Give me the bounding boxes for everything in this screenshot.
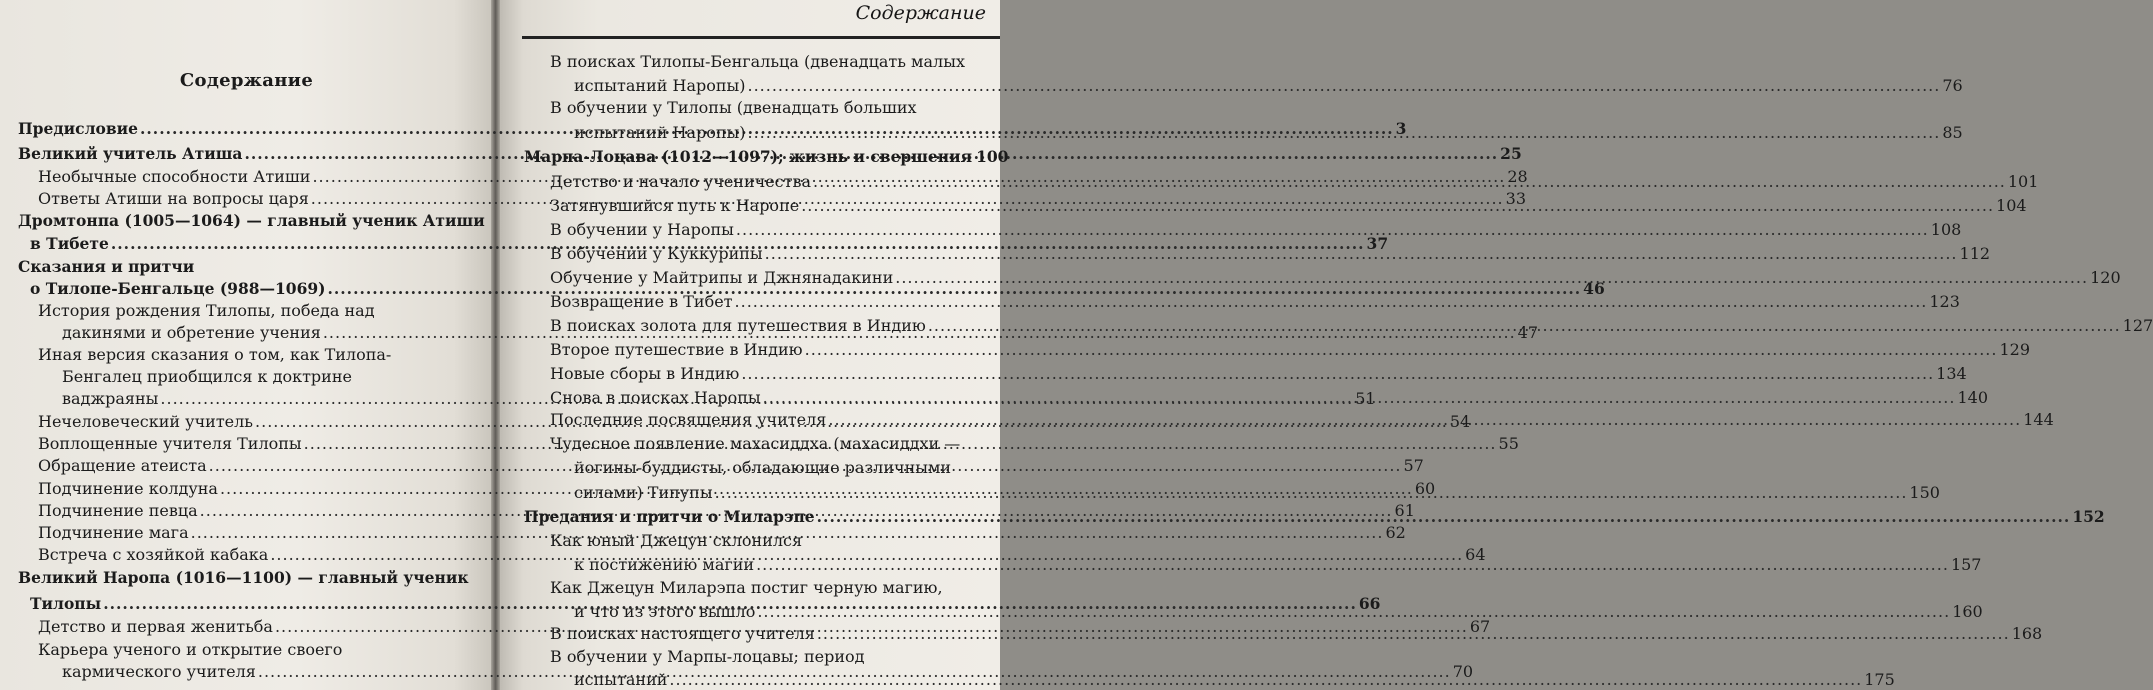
toc-entry-page: 144 xyxy=(2023,410,2054,429)
toc-entry-title: Обращение атеиста xyxy=(38,456,207,475)
toc-entry-page: 66 xyxy=(1358,594,1381,613)
toc-entry-page: 140 xyxy=(1957,388,1988,407)
dot-leader xyxy=(763,388,1956,407)
dot-leader xyxy=(895,268,2088,287)
dot-leader xyxy=(756,555,1949,574)
toc-entry-page: 127 xyxy=(2122,316,2153,335)
dot-leader xyxy=(801,196,1994,215)
toc-entry-title: Детство и первая женитьба xyxy=(38,617,273,636)
dot-leader xyxy=(813,172,2006,191)
toc-entry-page: 120 xyxy=(2090,268,2121,287)
toc-heading: Содержание xyxy=(179,70,314,91)
toc-entry-continuation: ваджраяны xyxy=(62,389,159,408)
toc-entry-page: 47 xyxy=(1517,323,1539,342)
toc-entry-title: Необычные способности Атиши xyxy=(38,167,311,186)
toc-entry-continuation: испытаний Наропы) xyxy=(574,123,746,142)
toc-entry-page: 64 xyxy=(1465,545,1486,564)
toc-entry-title: Как Джецун Миларэпа постиг черную магию, xyxy=(550,578,943,597)
book-spine xyxy=(491,0,500,690)
toc-entry-title: Марпа-Лоцава (1012—1097); жизнь и свершения xyxy=(524,147,973,166)
toc-entry-page: 62 xyxy=(1385,523,1406,542)
toc-entry-title: Детство и начало ученичества xyxy=(550,172,812,191)
dot-leader xyxy=(765,244,1958,263)
toc-entry-page: 67 xyxy=(1469,617,1491,636)
toc-entry-page: 70 xyxy=(1452,662,1474,681)
toc-entry-title: Великий Наропа (1016—1100) — главный ученик xyxy=(18,568,469,587)
toc-entry-page: 101 xyxy=(2007,172,2039,191)
dot-leader xyxy=(757,602,1950,621)
toc-entry-title: Подчинение мага xyxy=(38,523,189,542)
toc-entry-continuation: дакинями и обретение учения xyxy=(62,323,321,342)
toc-entry-page: 46 xyxy=(1583,279,1605,298)
toc-entry-title: Новые сборы в Индию xyxy=(550,364,740,383)
dot-leader xyxy=(669,670,1862,689)
toc-entry-title: Дромтонпа (1005—1064) — главный ученик Атиши xyxy=(18,211,485,230)
toc-entry-title: Последние посвящения учителя xyxy=(550,410,827,429)
toc-entry-page: 76 xyxy=(1942,76,1963,95)
toc-entry-title: Предисловие xyxy=(18,119,138,138)
toc-entry-page: 134 xyxy=(1936,364,1967,383)
toc-entry-continuation: Бенгалец приобщился к доктрине xyxy=(62,367,352,386)
toc-entry-continuation: о Тилопе-Бенгальце (988—1069) xyxy=(30,279,326,298)
toc-entry-page: 160 xyxy=(1952,602,1983,621)
toc-entry-title: Нечеловеческий учитель xyxy=(38,412,254,431)
dot-leader xyxy=(817,624,2010,643)
toc-entry-page: 123 xyxy=(1929,292,1960,311)
toc-entry-page: 129 xyxy=(1999,340,2030,359)
toc-entry-title: В поисках золота для путешествия в Индию xyxy=(550,316,926,335)
toc-entry-page: 37 xyxy=(1366,234,1389,253)
toc-entry-page: 61 xyxy=(1394,501,1415,520)
toc-entry-page: 85 xyxy=(1942,123,1963,142)
toc-entry-page: 152 xyxy=(2072,507,2105,526)
toc-entry-page: 104 xyxy=(1996,196,2027,215)
toc-entry-page: 57 xyxy=(1403,456,1424,475)
toc-entry-continuation: и что из этого вышло xyxy=(574,602,756,621)
toc-entry-title: Возвращение в Тибет xyxy=(550,292,733,311)
dot-leader xyxy=(805,340,1998,359)
toc-entry-continuation: Тилопы xyxy=(30,594,102,613)
toc-entry-continuation: силами) Типупы xyxy=(574,483,713,502)
dot-leader xyxy=(748,123,1941,142)
toc-entry-continuation: кармического учителя xyxy=(62,662,256,681)
toc-entry-title: Воплощенные учителя Тилопы xyxy=(38,434,302,453)
toc-entry-page: 168 xyxy=(2011,624,2043,643)
toc-entry-page: 28 xyxy=(1507,167,1528,186)
toc-entry-title: В поисках Тилопы-Бенгальца (двенадцать малых xyxy=(550,52,965,71)
toc-entry-title: Ответы Атиши на вопросы царя xyxy=(38,189,309,208)
toc-entry-title: В поисках настоящего учителя xyxy=(550,624,815,643)
toc-entry-title: Второе путешествие в Индию xyxy=(550,340,803,359)
toc-entry-title: В обучении у Куккурипы xyxy=(550,244,763,263)
toc-entry-continuation: испытаний Наропы) xyxy=(574,76,746,95)
toc-entry-title: В обучении у Марпы-лоцавы; период xyxy=(550,647,865,666)
toc-entry-title: Снова в поисках Наропы xyxy=(550,388,761,407)
toc-entry-title: Подчинение певца xyxy=(38,501,198,520)
toc-entry-page: 54 xyxy=(1449,412,1471,431)
toc-entry-title: Карьера ученого и открытие своего xyxy=(38,640,343,659)
dot-leader xyxy=(817,508,2071,527)
toc-entry-title: Предания и притчи о Миларэпе xyxy=(524,507,815,526)
dot-leader xyxy=(741,364,1934,383)
header-rule xyxy=(522,36,1000,39)
toc-entry-page: 112 xyxy=(1959,244,1991,263)
toc-entry-title: В обучении у Тилопы (двенадцать больших xyxy=(550,98,917,117)
dot-leader xyxy=(736,220,1929,239)
toc-entry-title: Сказания и притчи xyxy=(18,257,195,276)
toc-entry-title: В обучении у Наропы xyxy=(550,220,734,239)
toc-entry-page: 175 xyxy=(1864,670,1895,689)
toc-entry-title: Обучение у Майтрипы и Джнянадакини xyxy=(550,268,894,287)
toc-entry-title: История рождения Тилопы, победа над xyxy=(38,301,375,320)
toc-entry-continuation: испытаний xyxy=(574,670,668,689)
dot-leader xyxy=(715,483,1908,502)
toc-entry-title: Подчинение колдуна xyxy=(38,479,218,498)
toc-entry-page: 150 xyxy=(1909,483,1940,502)
dot-leader xyxy=(828,410,2021,429)
toc-entry-page: 100 xyxy=(976,147,1009,166)
toc-entry-title: Как юный Джецун склонился xyxy=(550,531,803,550)
toc-entry-page: 51 xyxy=(1355,389,1376,408)
toc-entry-title: Иная версия сказания о том, как Тилопа- xyxy=(38,345,392,364)
dot-leader xyxy=(928,316,2121,335)
dot-leader xyxy=(735,292,1928,311)
toc-entry-title: Великий учитель Атиша xyxy=(18,144,243,163)
toc-entry-title: Встреча с хозяйкой кабака xyxy=(38,545,269,564)
toc-entry-page: 157 xyxy=(1950,555,1982,574)
toc-entry-continuation: к постижению магии xyxy=(574,555,755,574)
toc-entry-page: 55 xyxy=(1498,434,1519,453)
toc-entry-title: Чудесное появление махасиддха (махасиддхи — xyxy=(550,434,961,453)
running-header: Содержание xyxy=(855,2,986,24)
toc-entry-page: 25 xyxy=(1500,144,1522,163)
toc-entry-continuation: в Тибете xyxy=(30,234,109,253)
toc-entry-page: 108 xyxy=(1930,220,1962,239)
toc-entry-page: 60 xyxy=(1414,479,1436,498)
toc-entry-page: 33 xyxy=(1505,189,1526,208)
toc-entry-title: Затянувшийся путь к Наропе xyxy=(550,196,800,215)
toc-entry-continuation: йогины-буддисты, обладающие различными xyxy=(574,458,952,477)
dot-leader xyxy=(748,76,1941,95)
toc-entry-page: 3 xyxy=(1395,119,1407,138)
